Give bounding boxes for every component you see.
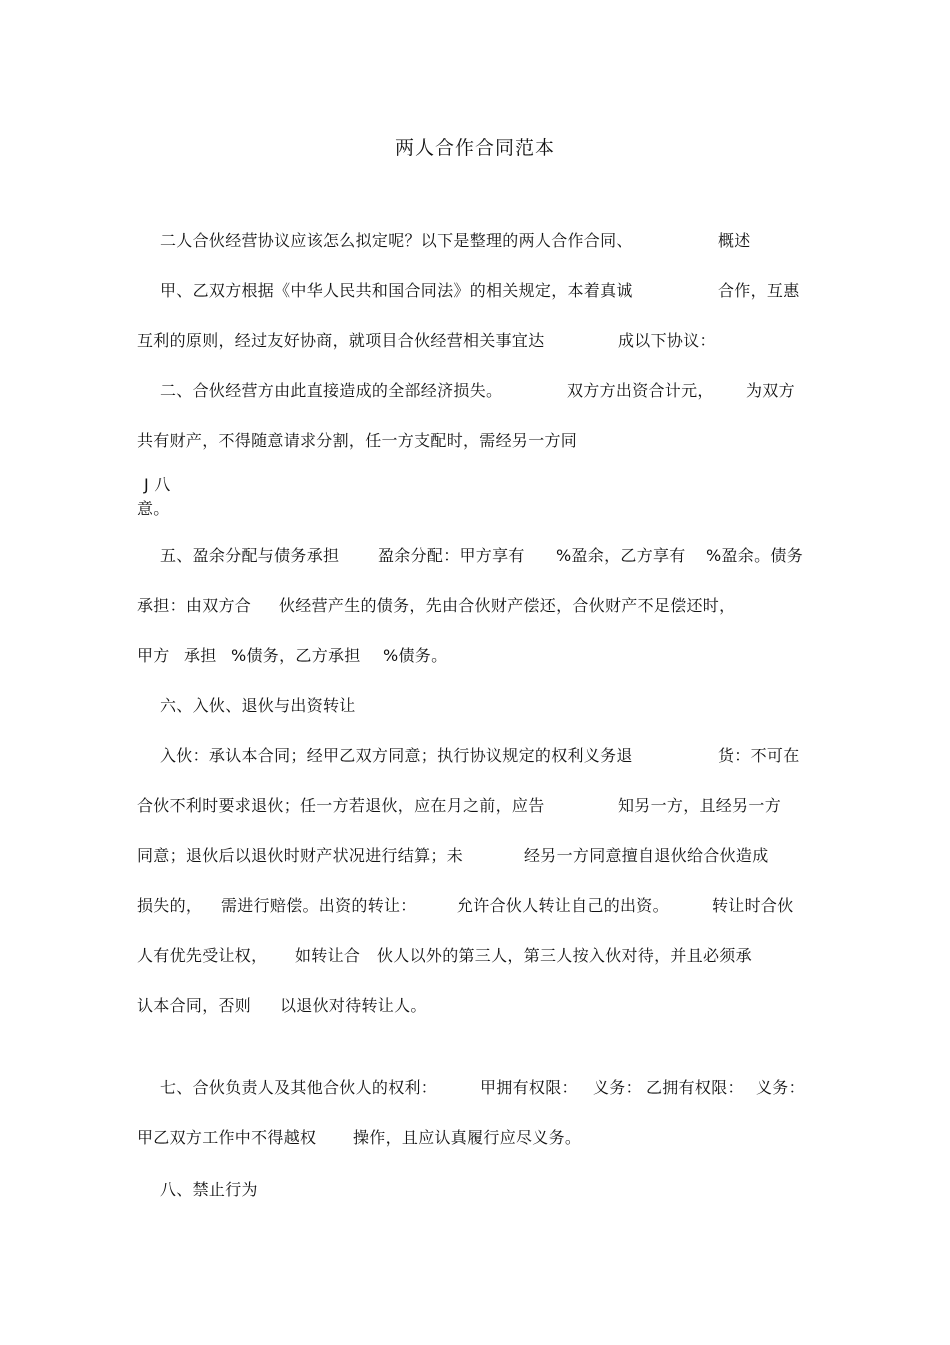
text-segment: 八、禁止行为 (160, 1180, 258, 1199)
text-segment: 货：不可在 (718, 746, 800, 765)
text-segment: 成以下协议： (618, 331, 716, 350)
text-segment: 乙拥有权限： (646, 1078, 744, 1097)
text-segment: 盈余分配：甲方享有 (378, 546, 525, 565)
text-segment: 合作，互惠 (718, 281, 800, 300)
text-segment: 操作，且应认真履行应尽义务。 (353, 1128, 582, 1147)
text-segment: 六、入伙、退伙与出资转让 (160, 696, 356, 715)
text-segment: %债务。 (383, 646, 448, 665)
text-segment: 共有财产，不得随意请求分割，任一方支配时，需经另一方同 (137, 431, 578, 450)
text-segment: 入伙：承认本合同；经甲乙双方同意；执行协议规定的权利义务退 (160, 746, 633, 765)
text-segment: 义务： (593, 1078, 642, 1097)
text-segment: 同意；退伙后以退伙时财产状况进行结算；未 (137, 846, 464, 865)
text-segment: 二、合伙经营方由此直接造成的全部经济损失。 (160, 381, 503, 400)
text-segment: 人有优先受让权， (137, 946, 268, 965)
text-segment: 以退伙对待转让人。 (280, 996, 427, 1015)
text-segment: 七、合伙负责人及其他合伙人的权利： (160, 1078, 438, 1097)
text-segment: 转让时合伙 (712, 896, 794, 915)
text-segment: 损失的， (137, 896, 203, 915)
text-segment: 甲、乙双方根据《中华人民共和国合同法》的相关规定，本着真诚 (160, 281, 633, 300)
text-segment: 甲方 (137, 646, 170, 665)
document-title: 两人合作合同范本 (394, 137, 555, 159)
text-segment: 承担：由双方合 (137, 596, 252, 615)
text-segment: 为双方 (746, 381, 795, 400)
text-segment: 双方方出资合计元， (567, 381, 714, 400)
text-segment: 甲拥有权限： (480, 1078, 578, 1097)
text-segment: 伙经营产生的债务，先由合伙财产偿还，合伙财产不足偿还时， (279, 596, 736, 615)
text-segment: 互利的原则，经过友好协商，就项目合伙经营相关事宜达 (137, 331, 545, 350)
text-segment: 需进行赔偿。出资的转让： (221, 896, 417, 915)
text-segment: %盈余，乙方享有 (556, 546, 686, 565)
text-segment: J 八 (144, 475, 171, 494)
text-segment: 经另一方同意擅自退伙给合伙造成 (524, 846, 769, 865)
text-segment: 如转让合 (295, 946, 361, 965)
text-segment: %债务，乙方承担 (231, 646, 361, 665)
text-segment: 允许合伙人转让自己的出资。 (457, 896, 669, 915)
text-segment: 意。 (137, 499, 170, 518)
text-segment: 认本合同，否则 (137, 996, 252, 1015)
text-segment: 合伙不利时要求退伙；任一方若退伙，应在月之前，应告 (137, 796, 545, 815)
text-segment: 伙人以外的第三人，第三人按入伙对待，并且必须承 (377, 946, 752, 965)
text-segment: %盈余。债务 (706, 546, 804, 565)
text-segment: 甲乙双方工作中不得越权 (137, 1128, 317, 1147)
text-segment: 五、盈余分配与债务承担 (160, 546, 340, 565)
text-segment: 知另一方，且经另一方 (618, 796, 782, 815)
text-segment: 承担 (184, 646, 217, 665)
text-segment: 概述 (718, 231, 751, 250)
text-segment: 二人合伙经营协议应该怎么拟定呢？以下是整理的两人合作合同、 (160, 231, 633, 250)
text-segment: 义务： (756, 1078, 805, 1097)
